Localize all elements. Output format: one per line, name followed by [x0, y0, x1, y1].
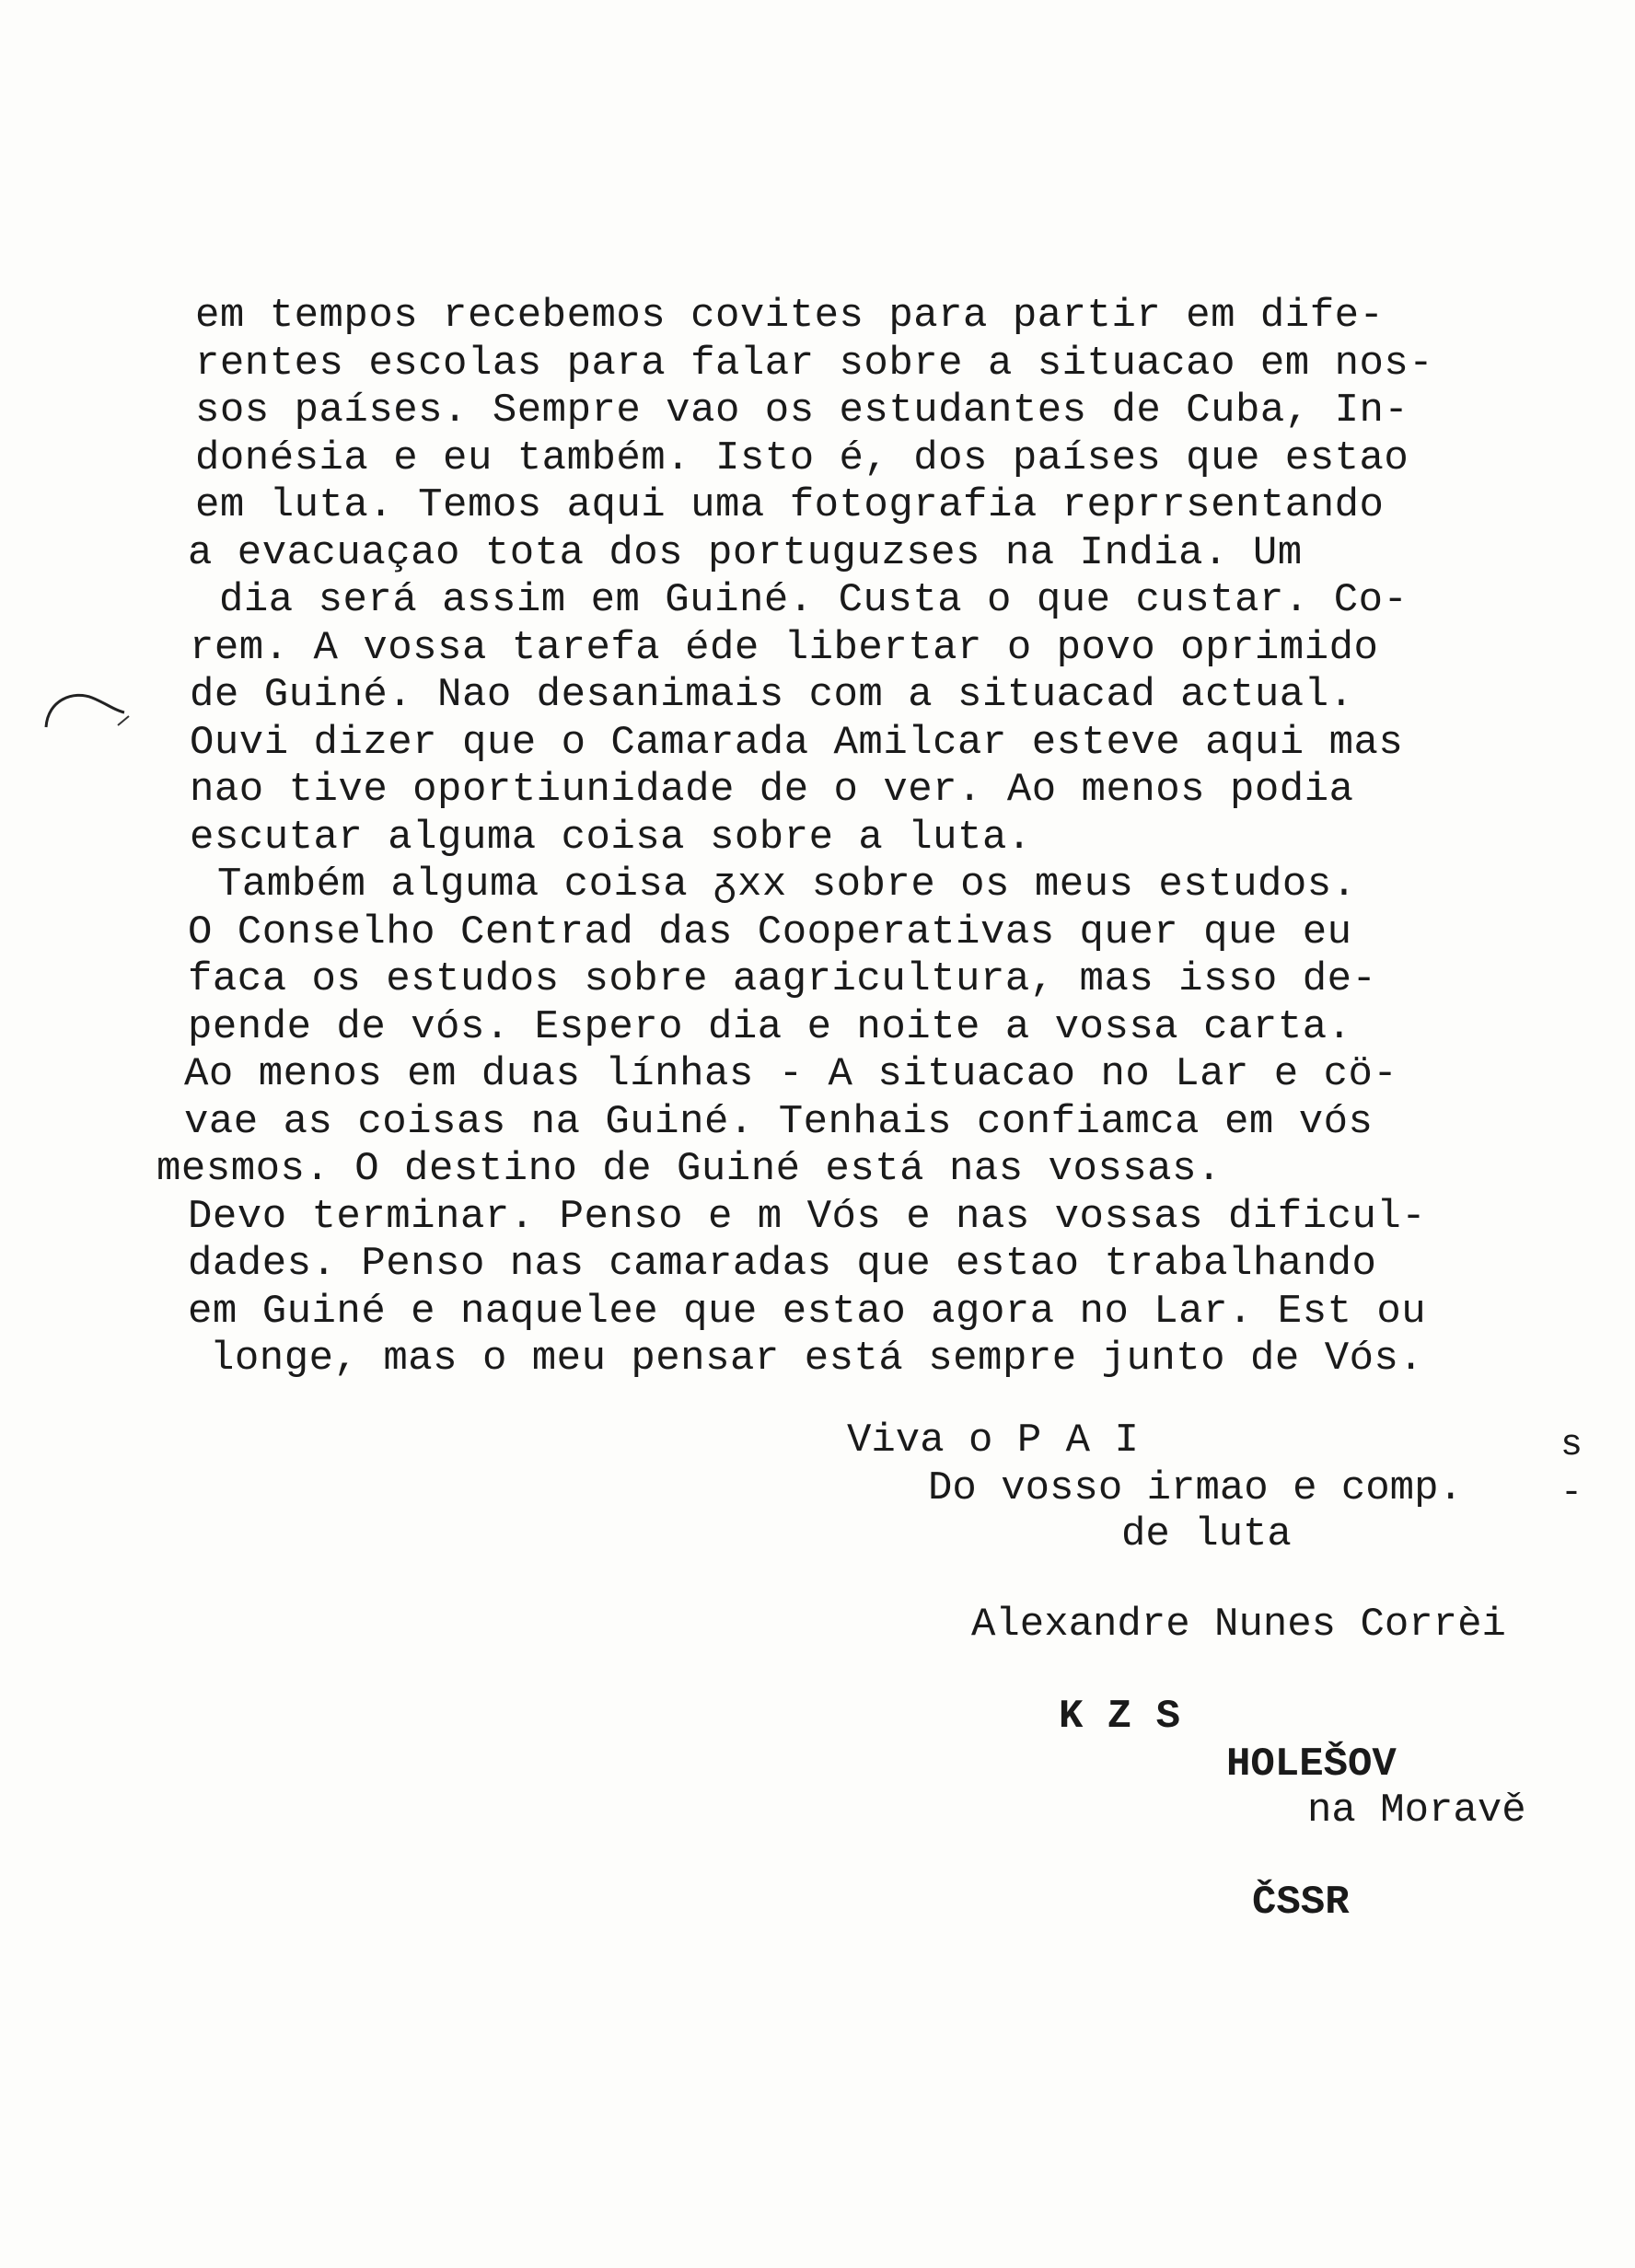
body-line: a evacuaçao tota dos portuguzses na India. Um	[188, 530, 1303, 576]
body-line: Ouvi dizer que o Camarada Amilcar esteve aqui mas	[190, 720, 1404, 766]
edge-dash-mark: -	[1560, 1473, 1583, 1514]
edge-s-mark: s	[1560, 1425, 1583, 1466]
body-line: mesmos. O destino de Guiné está nas vossas.	[157, 1146, 1222, 1192]
body-line: em Guiné e naquelee que estao agora no Lar. Est ou	[188, 1289, 1427, 1335]
body-line: pende de vós. Espero dia e noite a vossa carta.	[188, 1004, 1352, 1050]
body-line: longe, mas o meu pensar está sempre junto de Vós.	[210, 1336, 1424, 1382]
address-org: K Z S	[1059, 1694, 1181, 1740]
closing-from-2: de luta	[1121, 1511, 1292, 1557]
body-line: sos países. Sempre vao os estudantes de Cuba, In-	[195, 388, 1409, 434]
body-line: Ao menos em duas línhas - A situacao no Lar e cö-	[184, 1051, 1398, 1097]
closing-from: Do vosso irmao e comp.	[928, 1465, 1463, 1511]
body-line: donésia e eu também. Isto é, dos países que estao	[195, 435, 1409, 481]
body-line: dia será assim em Guiné. Custa o que custar. Co-	[219, 577, 1409, 623]
body-line: Também alguma coisa ᵹxx sobre os meus estudos.	[217, 862, 1357, 908]
body-line: dades. Penso nas camaradas que estao trabalhando	[188, 1241, 1377, 1287]
body-line: nao tive oportiunidade de o ver. Ao menos podia	[190, 767, 1354, 813]
body-line: rem. A vossa tarefa éde libertar o povo oprimido	[190, 625, 1379, 671]
signature-name: Alexandre Nunes Corrèi	[971, 1602, 1506, 1648]
margin-bracket-mark	[37, 672, 147, 736]
address-country: ČSSR	[1252, 1880, 1350, 1926]
address-region: na Moravě	[1307, 1788, 1526, 1834]
address-city: HOLEŠOV	[1226, 1742, 1397, 1788]
body-line: rentes escolas para falar sobre a situacao em nos-	[195, 341, 1434, 387]
body-line: Devo terminar. Penso e m Vós e nas vossas dificul-	[188, 1194, 1427, 1240]
closing-viva: Viva o P A I	[847, 1418, 1139, 1464]
body-line: em luta. Temos aqui uma fotografia reprrsentando	[195, 482, 1385, 528]
body-line: escutar alguma coisa sobre a luta.	[190, 815, 1032, 861]
body-line: faca os estudos sobre aagricultura, mas isso de-	[188, 956, 1377, 1002]
body-line: em tempos recebemos covites para partir em dife-	[195, 293, 1385, 339]
body-line: O Conselho Centrad das Cooperativas quer que eu	[188, 909, 1352, 955]
body-line: de Guiné. Nao desanimais com a situacad actual.	[190, 672, 1354, 718]
body-line: vae as coisas na Guiné. Tenhais confiamca em vós	[184, 1099, 1374, 1145]
